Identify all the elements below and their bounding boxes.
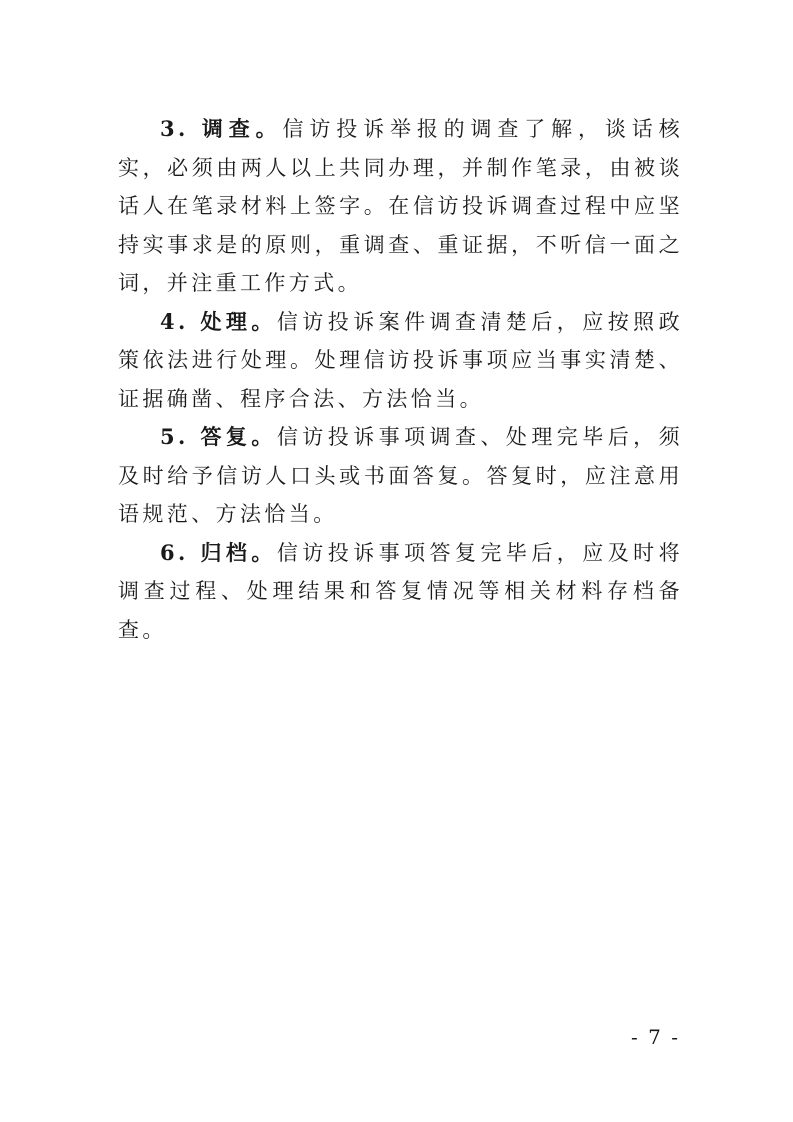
page-number: - 7 - — [631, 1025, 680, 1049]
paragraph-text: 信访投诉事项答复完毕后，应及时将调查过程、处理结果和答复情况等相关材料存档备查。 — [118, 540, 683, 642]
paragraph-heading: 3. 调查。 — [160, 116, 283, 141]
paragraph-investigation — [118, 110, 683, 303]
paragraph-reply — [118, 418, 683, 534]
paragraph-text: 信访投诉案件调查清楚后，应按照政策依法进行处理。处理信访投诉事项应当事实清楚、证据确凿、程序合法、方法恰当。 — [118, 309, 683, 411]
paragraph-text: 信访投诉举报的调查了解，谈话核实，必须由两人以上共同办理，并制作笔录，由被谈话人在笔录材料上签字。在信访投诉调查过程中应坚持实事求是的原则，重调查、重证据，不听信一面之词，并注重工作方式。 — [118, 117, 684, 295]
paragraph-handling — [118, 303, 683, 419]
paragraph-heading: 4. 处理。 — [160, 308, 277, 334]
document-body — [118, 110, 683, 649]
paragraph-heading: 6. 归档。 — [160, 539, 277, 565]
paragraph-heading: 5. 答复。 — [160, 424, 277, 449]
paragraph-archive — [118, 534, 683, 650]
paragraph-text: 信访投诉事项调查、处理完毕后，须及时给予信访人口头或书面答复。答复时，应注意用语规范、方法恰当。 — [118, 425, 683, 526]
